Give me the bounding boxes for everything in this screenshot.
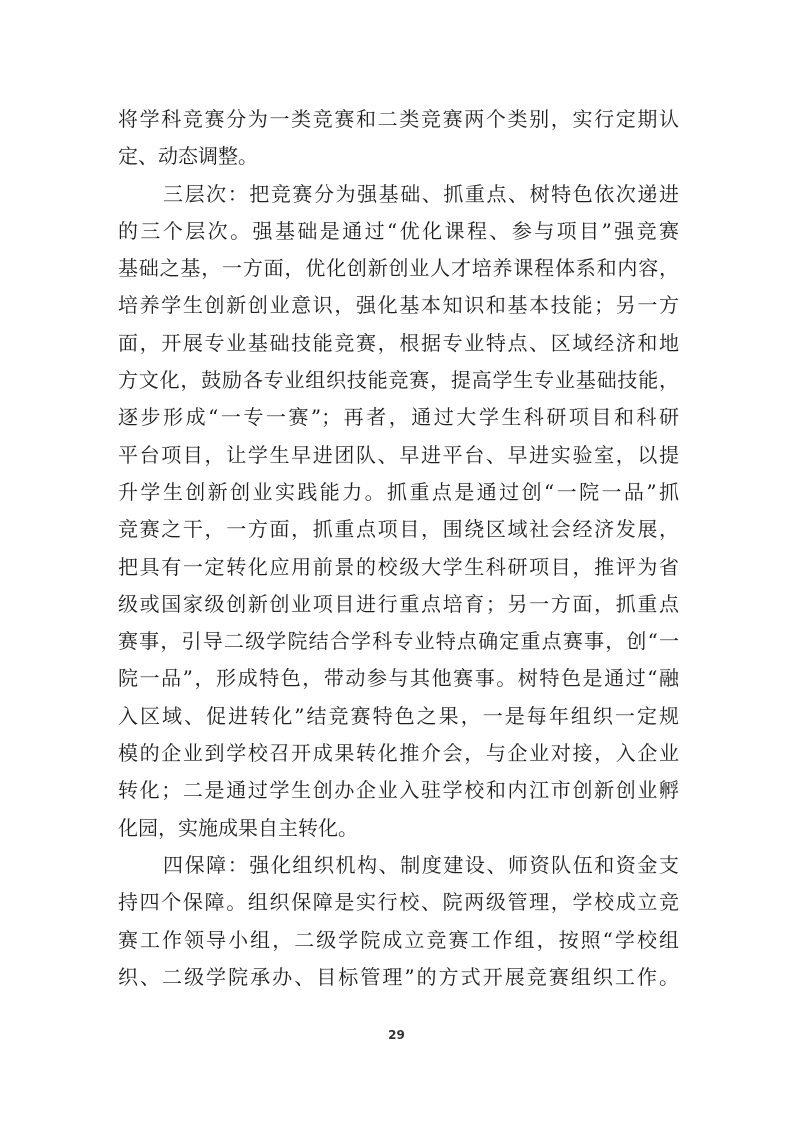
text-line: 化园，实施成果自主转化。 (118, 815, 358, 840)
text-line: 将学科竞赛分为一类竞赛和二类竞赛两个类别，实行定期认 (118, 107, 679, 131)
paragraph (118, 101, 679, 176)
text-line: 三层次：把竞赛分为强基础、抓重点、树特色依次递进 (163, 181, 679, 206)
body-text (118, 101, 679, 996)
text-line: 赛事，引导二级学院结合学科专业特点确定重点赛事，创“一 (118, 629, 679, 654)
text-line: 升学生创新创业实践能力。抓重点是通过创“一院一品”抓 (118, 479, 679, 504)
text-line: 面，开展专业基础技能竞赛，根据专业特点、区域经济和地 (118, 330, 679, 355)
text-line: 级或国家级创新创业项目进行重点培育；另一方面，抓重点 (118, 591, 679, 616)
text-line: 方文化，鼓励各专业组织技能竞赛，提高学生专业基础技能， (118, 368, 679, 393)
text-line: 基础之基，一方面，优化创新创业人才培养课程体系和内容， (118, 256, 679, 281)
text-line: 四保障：强化组织机构、制度建设、师资队伍和资金支 (163, 852, 679, 877)
paragraph (118, 176, 679, 847)
text-line: 把具有一定转化应用前景的校级大学生科研项目，推评为省 (118, 554, 679, 579)
text-line: 平台项目，让学生早进团队、早进平台、早进实验室，以提 (118, 442, 679, 467)
text-line: 入区域、促进转化”结竞赛特色之果，一是每年组织一定规 (118, 703, 679, 728)
text-line: 的三个层次。强基础是通过“优化课程、参与项目”强竞赛 (118, 218, 679, 243)
text-line: 院一品”，形成特色，带动参与其他赛事。树特色是通过“融 (118, 666, 679, 691)
text-line: 持四个保障。组织保障是实行校、院两级管理，学校成立竞 (118, 890, 679, 915)
text-line: 赛工作领导小组，二级学院成立竞赛工作组，按照“学校组 (118, 927, 679, 952)
text-line: 织、二级学院承办、目标管理”的方式开展竞赛组织工作。 (118, 964, 679, 989)
text-line: 定、动态调整。 (118, 144, 258, 169)
page-number: 29 (388, 1028, 405, 1042)
text-line: 模的企业到学校召开成果转化推介会，与企业对接，入企业 (118, 741, 679, 766)
text-line: 逐步形成“一专一赛”；再者，通过大学生科研项目和科研 (118, 405, 679, 430)
text-line: 转化；二是通过学生创办企业入驻学校和内江市创新创业孵 (118, 778, 679, 803)
paragraph (118, 847, 679, 996)
text-line: 竞赛之干，一方面，抓重点项目，围绕区域社会经济发展， (118, 517, 679, 542)
text-line: 培养学生创新创业意识，强化基本知识和基本技能；另一方 (118, 293, 679, 318)
